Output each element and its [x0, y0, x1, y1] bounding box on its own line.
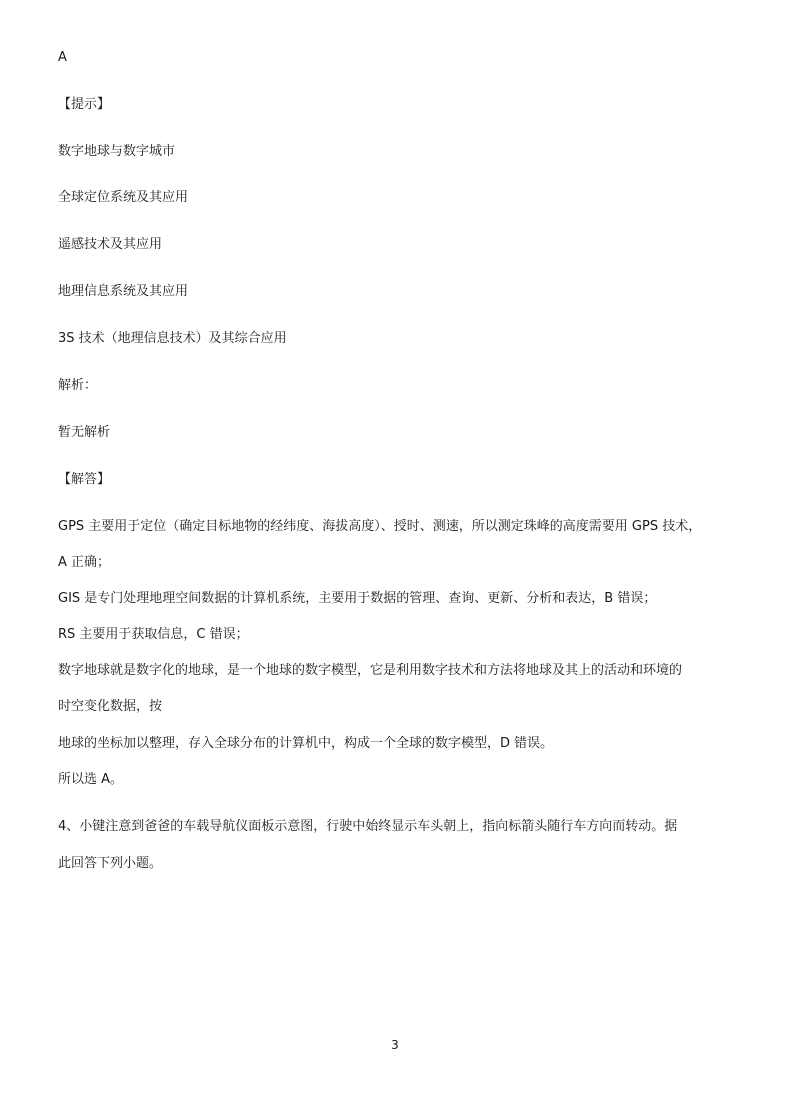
question-text: 此回答下列小题。: [58, 856, 163, 871]
solution-text: 地球的坐标加以整理，存入全球分布的计算机中，构成一个全球的数字模型，D 错误。: [58, 736, 554, 751]
solution-text: RS 主要用于获取信息，C 错误；: [58, 627, 249, 642]
question-text: 4、小键注意到爸爸的车载导航仪面板示意图，行驶中始终显示车头朝上，指向标箭头随行车方向而转动。据: [58, 819, 678, 834]
page-number: 3: [391, 1038, 399, 1052]
solution-text: GIS 是专门处理地理空间数据的计算机系统，主要用于数据的管理、查询、更新、分析和表达，B 错误；: [58, 591, 657, 606]
solution-text: 时空变化数据，按: [58, 699, 163, 714]
hint-item: 数字地球与数字城市: [58, 144, 176, 159]
solution-text: A 正确；: [58, 555, 111, 570]
solution-conclusion: 所以选 A。: [58, 772, 124, 787]
solution-text: 数字地球就是数字化的地球，是一个地球的数字模型，它是利用数字技术和方法将地球及其上的活动和环境的: [58, 663, 683, 678]
analysis-text: 暂无解析: [58, 425, 111, 440]
solution-heading: 【解答】: [58, 472, 111, 487]
hint-item: 遥感技术及其应用: [58, 237, 163, 252]
hint-item: 全球定位系统及其应用: [58, 190, 189, 205]
hint-heading: 【提示】: [58, 97, 111, 112]
solution-text: GPS 主要用于定位（确定目标地物的经纬度、海拔高度）、授时、测速，所以测定珠峰的高度需要用 GPS 技术，: [58, 519, 702, 534]
analysis-heading: 解析：: [58, 378, 98, 393]
hint-item: 地理信息系统及其应用: [58, 284, 189, 299]
answer-letter: A: [58, 50, 67, 65]
hint-item: 3S 技术（地理信息技术）及其综合应用: [58, 331, 287, 346]
